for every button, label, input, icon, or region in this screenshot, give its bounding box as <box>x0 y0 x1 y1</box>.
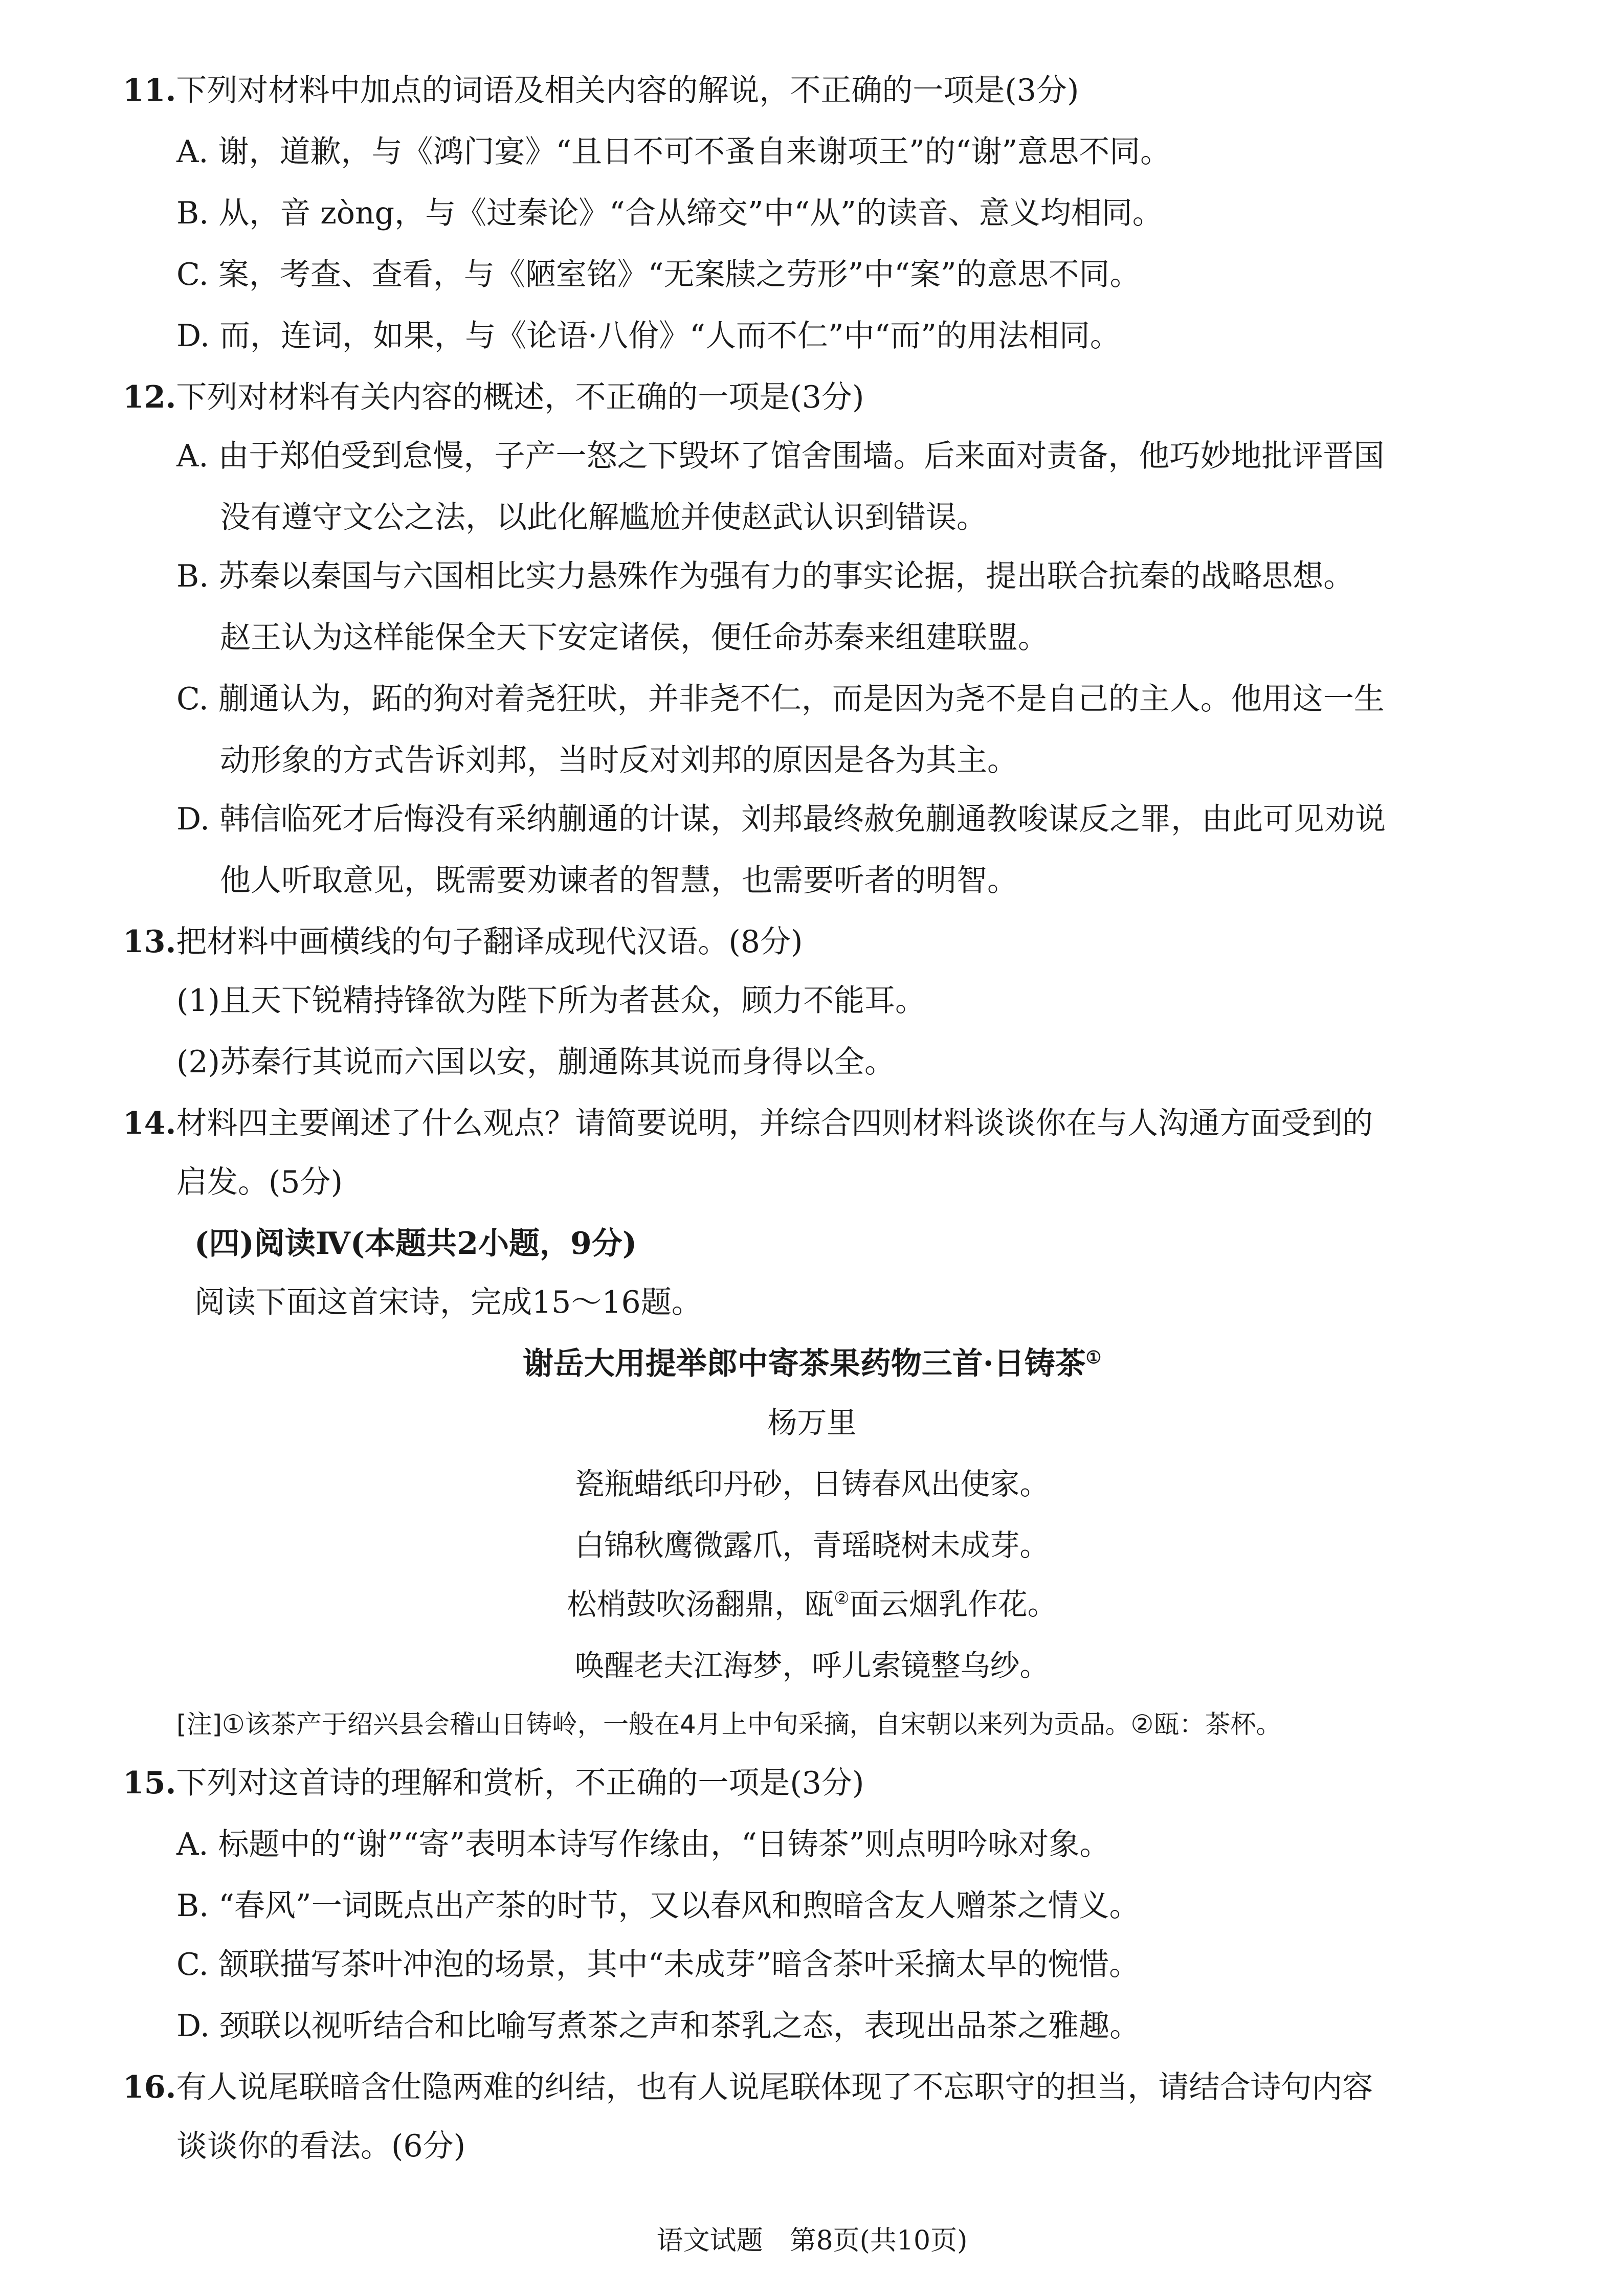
q12-option-b-line2: 赵王认为这样能保全天下安定诸侯，便任命苏秦来组建联盟。 <box>220 620 1049 656</box>
question-14-stem <box>123 1102 1373 1145</box>
question-number: 16. <box>123 2069 176 2105</box>
q11-option-d: D. 而，连词，如果，与《论语·八佾》“人而不仁”中“而”的用法相同。 <box>176 318 1121 354</box>
page-footer: 语文试题 第8页(共10页) <box>656 2225 968 2256</box>
question-14-stem-line2: 启发。(5分) <box>176 1164 343 1200</box>
q15-option-b: B. “春风”一词既点出产茶的时节，又以春风和煦暗含友人赠茶之情义。 <box>176 1888 1140 1924</box>
q15-option-d: D. 颈联以视听结合和比喻写煮茶之声和茶乳之态，表现出品茶之雅趣。 <box>176 2008 1141 2044</box>
footnote-mark: ② <box>834 1588 850 1609</box>
poem-line-4: 唤醒老夫江海梦，呼儿索镜整乌纱。 <box>574 1648 1050 1683</box>
q12-option-b-line1: B. 苏秦以秦国与六国相比实力悬殊作为强有力的事实论据，提出联合抗秦的战略思想。 <box>176 558 1354 594</box>
question-text: 下列对这首诗的理解和赏析，不正确的一项是(3分) <box>176 1765 864 1801</box>
q12-option-c-line2: 动形象的方式告诉刘邦，当时反对刘邦的原因是各为其主。 <box>220 742 1018 778</box>
question-16-stem <box>123 2066 1373 2109</box>
q12-option-c-line1: C. 蒯通认为，跖的狗对着尧狂吠，并非尧不仁，而是因为尧不是自己的主人。他用这一生 <box>176 681 1385 717</box>
poem-line-3-part2: 面云烟乳作花。 <box>849 1587 1057 1622</box>
section-heading: (四)阅读Ⅳ(本题共2小题，9分) <box>194 1226 637 1262</box>
question-15-stem <box>123 1762 864 1805</box>
footnote-mark: ① <box>1085 1347 1102 1368</box>
poem-line-1: 瓷瓶蜡纸印丹砂，日铸春风出使家。 <box>574 1467 1050 1501</box>
q15-option-c: C. 颔联描写茶叶冲泡的场景，其中“未成芽”暗含茶叶采摘太早的惋惜。 <box>176 1947 1140 1983</box>
question-text: 下列对材料有关内容的概述，不正确的一项是(3分) <box>176 379 864 415</box>
poem-line-3 <box>0 1583 1624 1626</box>
question-number: 12. <box>123 379 176 415</box>
q12-option-d-line2: 他人听取意见，既需要劝谏者的智慧，也需要听者的明智。 <box>220 863 1018 898</box>
q11-option-a: A. 谢，道歉，与《鸿门宴》“且日不可不蚤自来谢项王”的“谢”意思不同。 <box>176 134 1171 170</box>
q13-item-2: (2)苏秦行其说而六国以安，蒯通陈其说而身得以全。 <box>176 1044 895 1080</box>
q13-item-1: (1)且天下锐精持锋欲为陛下所为者甚众，顾力不能耳。 <box>176 983 926 1019</box>
question-text: 下列对材料中加点的词语及相关内容的解说，不正确的一项是(3分) <box>176 73 1079 108</box>
section-intro: 阅读下面这首宋诗，完成15～16题。 <box>194 1285 702 1320</box>
question-number: 13. <box>123 924 176 960</box>
poem-author: 杨万里 <box>767 1405 857 1440</box>
question-text: 把材料中画横线的句子翻译成现代汉语。(8分) <box>176 924 803 960</box>
q12-option-d-line1: D. 韩信临死才后悔没有采纳蒯通的计谋，刘邦最终赦免蒯通教唆谋反之罪，由此可见劝说 <box>176 801 1386 837</box>
question-16-stem-line2: 谈谈你的看法。(6分) <box>176 2128 465 2164</box>
poem-line-3-part1: 松梢鼓吹汤翻鼎，瓯 <box>567 1587 834 1622</box>
question-text: 材料四主要阐述了什么观点？请简要说明，并综合四则材料谈谈你在与人沟通方面受到的 <box>176 1106 1373 1141</box>
poem-title-text: 谢岳大用提举郎中寄茶果药物三首·日铸茶 <box>522 1346 1086 1382</box>
question-text: 有人说尾联暗含仕隐两难的纠结，也有人说尾联体现了不忘职守的担当，请结合诗句内容 <box>176 2069 1373 2105</box>
q12-option-a-line1: A. 由于郑伯受到怠慢，子产一怒之下毁坏了馆舍围墙。后来面对责备，他巧妙地批评晋国 <box>176 438 1385 474</box>
q11-option-c: C. 案，考查、查看，与《陋室铭》“无案牍之劳形”中“案”的意思不同。 <box>176 257 1141 292</box>
q15-option-a: A. 标题中的“谢”“寄”表明本诗写作缘由，“日铸茶”则点明吟咏对象。 <box>176 1827 1110 1862</box>
question-12-stem <box>123 376 864 419</box>
question-number: 15. <box>123 1765 176 1801</box>
question-number: 11. <box>123 73 176 108</box>
poem-line-2: 白锦秋鹰微露爪，青瑶晓树未成芽。 <box>574 1528 1050 1563</box>
q12-option-a-line2: 没有遵守文公之法，以此化解尴尬并使赵武认识到错误。 <box>220 500 987 535</box>
question-11-stem <box>123 69 1079 112</box>
poem-footnote: [注]①该茶产于绍兴县会稽山日铸岭，一般在4月上中旬采摘，自宋朝以来列为贡品。②瓯：茶杯。 <box>176 1709 1282 1739</box>
question-13-stem <box>123 920 803 963</box>
q11-option-b: B. 从，音 zòng，与《过秦论》“合从缔交”中“从”的读音、意义均相同。 <box>176 195 1163 231</box>
question-number: 14. <box>123 1106 176 1141</box>
poem-title <box>0 1342 1624 1385</box>
